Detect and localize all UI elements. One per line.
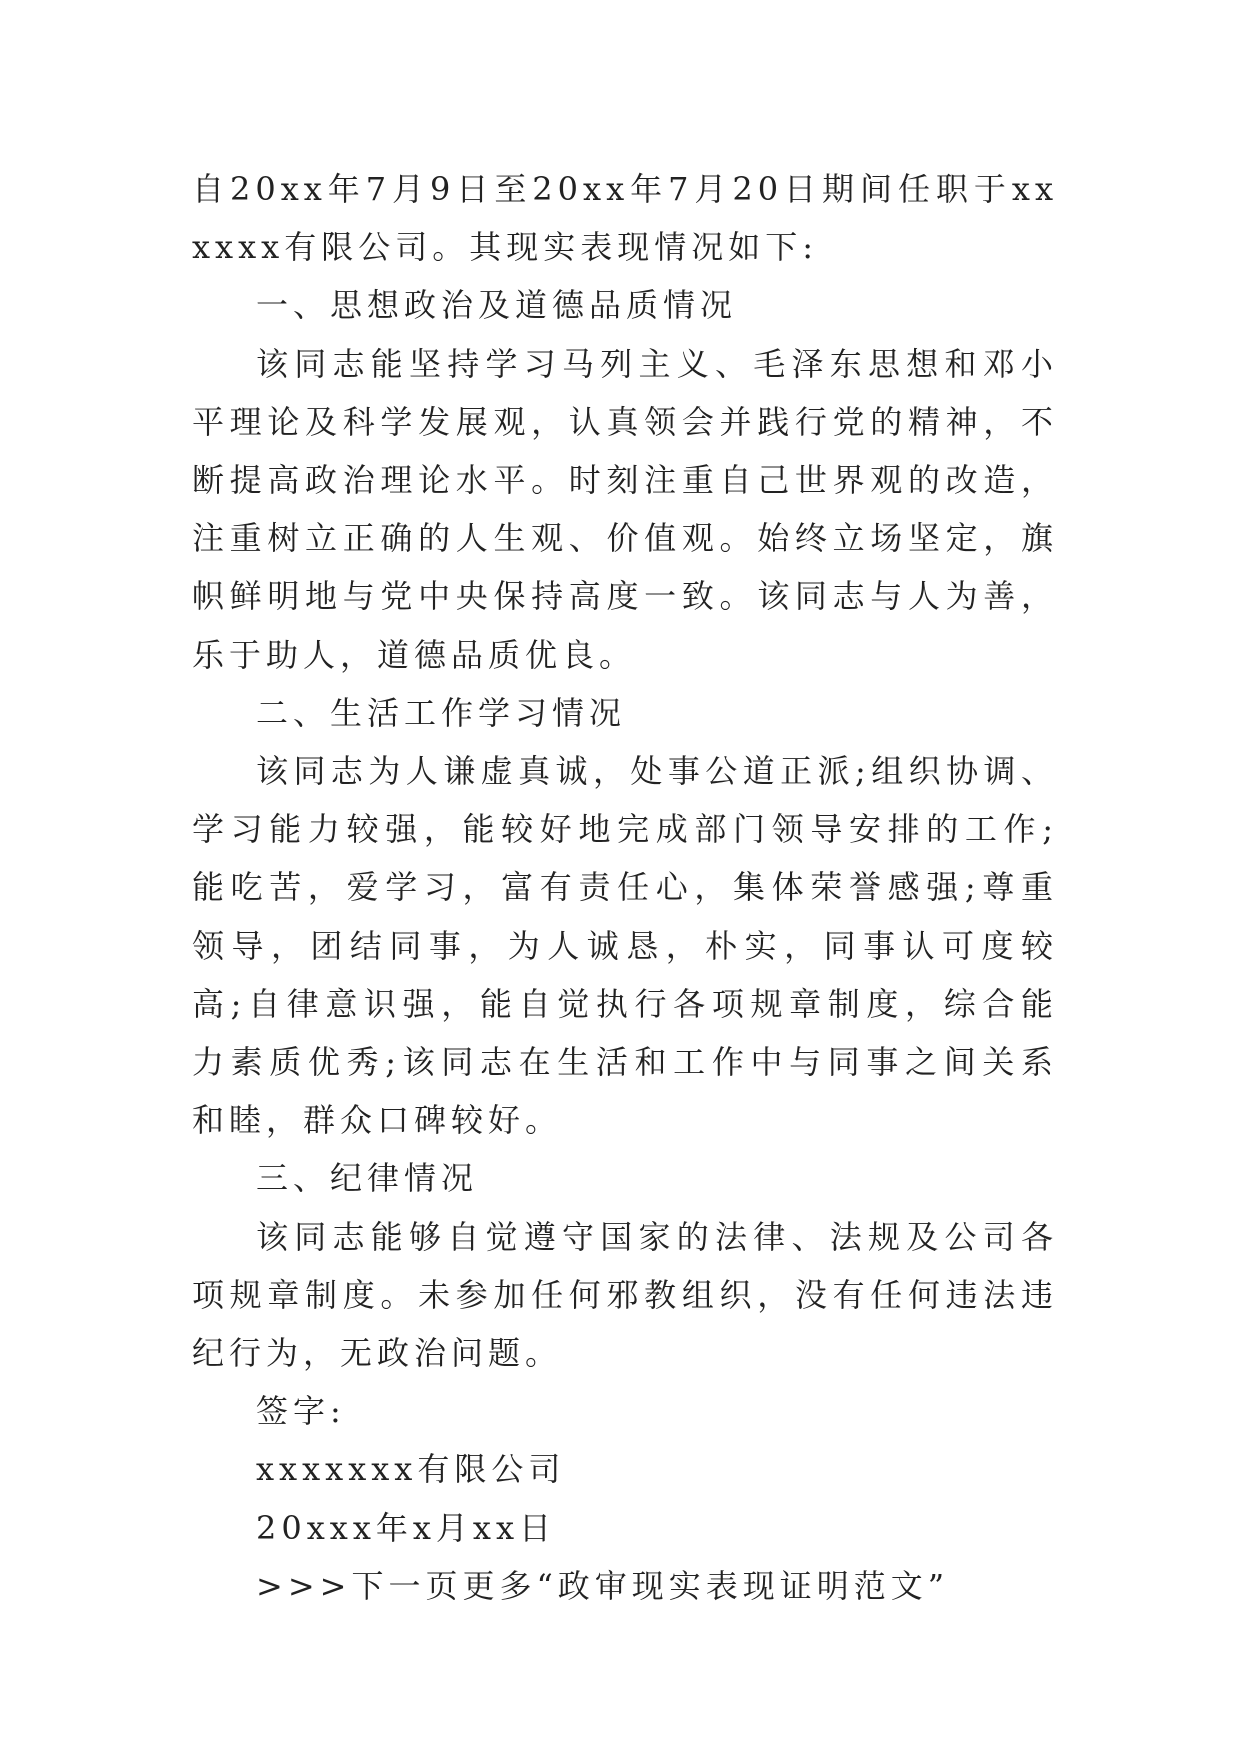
life-work-paragraph: 该同志为人谦虚真诚，处事公道正派;组织协调、学习能力较强，能较好地完成部门领导安排的工作;能吃苦，爱学习，富有责任心，集体荣誉感强;尊重领导，团结同事，为人诚恳，朴实，同事认可度较高;自律意识强，能自觉执行各项规章制度，综合能力素质优秀;该同志在生活和工作中与同事之间关系和睦，群众口碑较好。	[192, 752, 1058, 1140]
discipline-paragraph: 该同志能够自觉遵守国家的法律、法规及公司各项规章制度。未参加任何邪教组织，没有任何违法违纪行为，无政治问题。	[192, 1217, 1058, 1373]
company-name: xxxxxxx有限公司	[256, 1450, 566, 1489]
section-heading-life-work: 二、生活工作学习情况	[256, 693, 627, 732]
section-heading-discipline: 三、纪律情况	[256, 1159, 479, 1198]
ideology-paragraph: 该同志能坚持学习马列主义、毛泽东思想和邓小平理论及科学发展观，认真领会并践行党的精神，不断提高政治理论水平。时刻注重自己世界观的改造，注重树立正确的人生观、价值观。始终立场坚定，旗帜鲜明地与党中央保持高度一致。该同志与人为善，乐于助人，道德品质优良。	[192, 344, 1058, 674]
document-body	[192, 160, 1058, 1615]
signature-label: 签字:	[256, 1392, 346, 1431]
issue-date: 20xxx年x月xx日	[256, 1508, 557, 1547]
section-heading-ideology: 一、思想政治及道德品质情况	[256, 286, 738, 325]
intro-paragraph: 自20xx年7月9日至20xx年7月20日期间任职于xxxxxx有限公司。其现实表现情况如下:	[192, 170, 1058, 267]
next-page-link[interactable]: >>>下一页更多“政审现实表现证明范文”	[256, 1566, 950, 1605]
